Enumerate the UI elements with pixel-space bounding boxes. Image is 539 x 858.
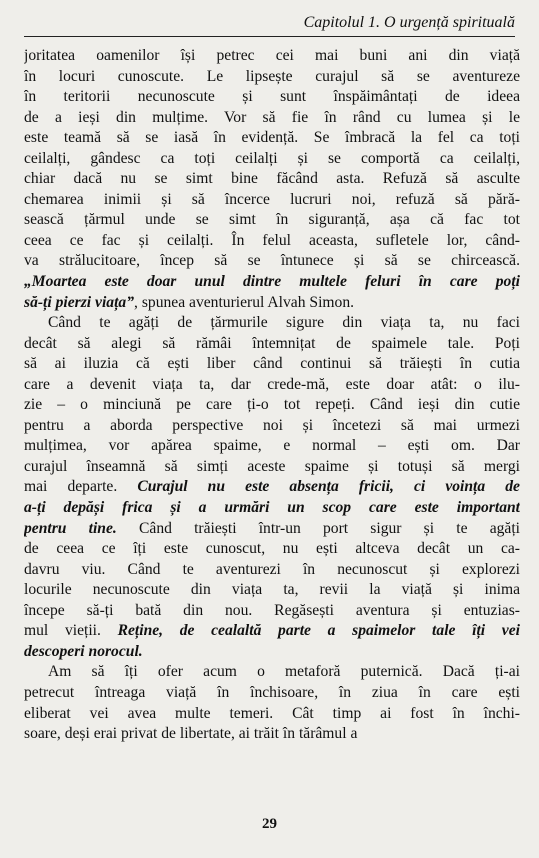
text-line	[24, 580, 520, 601]
text-line	[24, 395, 520, 416]
text-line	[24, 498, 520, 519]
text-line	[24, 683, 520, 704]
text-line	[24, 662, 520, 683]
line-text: Când trăiești într-un port sigur și te agăți	[116, 519, 520, 537]
line-text: joritatea oamenilor își petrec cei mai buni ani din viață	[24, 47, 520, 64]
line-text: de a ieși din mulțime. Vor să fie în rând cu lumea și le	[24, 108, 520, 126]
text-line	[24, 560, 520, 581]
line-text: ceilalți, gândesc ca toți ceilalți și se comportă ca ceilalți,	[24, 149, 520, 167]
text-line	[24, 46, 520, 67]
text-line	[24, 642, 520, 663]
line-text: eliberat vei avea multe temeri. Cât timp ai fost în închi-	[24, 704, 520, 722]
text-line	[24, 210, 520, 231]
line-text: zie – o minciună pe care ți-o tot repeți. Când ieși din cutie	[24, 396, 520, 414]
line-text: chiar dacă nu se simt bine făcând asta. Refuză să asculte	[24, 170, 520, 188]
page-header	[24, 12, 515, 37]
line-text: petrecut întreaga viață în închisoare, în ziua în care ești	[24, 683, 520, 701]
text-line	[24, 354, 520, 375]
line-text: decât să alegi să rămâi întemnițat de spaimele tale. Poți	[24, 334, 520, 352]
line-text: soare, deși erai privat de libertate, ai trăit în tărâmul a	[24, 725, 358, 743]
line-text: este teamă să se iasă în evidență. Se îmbracă la fel ca toți	[24, 129, 520, 147]
emphasis-text: descoperi norocul.	[24, 642, 143, 660]
line-text: în locuri cunoscute. Le lipsește curajul să se aventureze	[24, 67, 520, 85]
line-text: , spunea aventurierul Alvah Simon.	[134, 293, 355, 311]
line-text: să ai iluzia că ești liber când continui să trăiești în cutia	[24, 355, 520, 373]
line-text: Când te agăți de țărmurile sigure din viața ta, nu faci	[48, 314, 520, 332]
text-line	[24, 87, 520, 108]
line-text: mai departe.	[24, 478, 138, 496]
text-line	[24, 457, 520, 478]
emphasis-text: Curajul nu este absența fricii, ci voința de	[137, 478, 520, 496]
text-line	[24, 334, 520, 355]
line-text: davru viu. Când te aventurezi în necunoscut și explorezi	[24, 560, 520, 578]
emphasis-text: să-ți pierzi viața”	[24, 293, 135, 311]
text-line	[24, 539, 520, 560]
text-line	[24, 149, 520, 170]
running-head: Capitolul 1. O urgență spirituală	[303, 14, 515, 31]
text-line	[24, 724, 520, 745]
line-text: mul vieții.	[24, 622, 118, 640]
line-text: în teritorii necunoscute și sunt înspăimântați de ideea	[24, 88, 520, 106]
line-text: pentru a aborda perspective noi și încetezi să mai urmezi	[24, 416, 520, 434]
text-line	[24, 251, 520, 272]
line-text: mulțimea, vor apărea spaime, e normal – ești om. Dar	[24, 437, 520, 455]
text-line	[24, 477, 520, 498]
text-line	[24, 375, 520, 396]
text-line	[24, 128, 520, 149]
emphasis-text: „Moartea este doar unul dintre multele feluri în care poți	[24, 273, 520, 291]
line-text: curajul înseamnă să simți aceste spaime și totuși să mergi	[24, 457, 520, 475]
text-line	[24, 190, 520, 211]
line-text: va strălucitoare, încep să se întunece și să se chircească.	[24, 252, 520, 270]
text-line	[24, 704, 520, 725]
text-line	[24, 231, 520, 252]
text-line	[24, 293, 520, 314]
text-line	[24, 67, 520, 88]
text-line	[24, 436, 520, 457]
emphasis-text: Reține, de cealaltă parte a spaimelor tale îți vei	[117, 622, 520, 640]
text-line	[24, 621, 520, 642]
emphasis-text: a-ți depăși frica și a urmări un scop care este important	[24, 499, 520, 517]
line-text: sească țărmul unde se simt în siguranță, așa că fac tot	[24, 211, 520, 229]
text-line	[24, 272, 520, 293]
line-text: de ceea ce îți este cunoscut, nu ești altceva decât un ca-	[24, 540, 520, 558]
emphasis-text: pentru tine.	[24, 519, 117, 537]
line-text: ceea ce fac și ceilalți. În felul aceasta, sufletele lor, când-	[24, 231, 520, 249]
text-line	[24, 108, 520, 129]
line-text: locurile necunoscute din viața ta, revii la viață și inima	[24, 581, 520, 599]
text-line	[24, 416, 520, 437]
line-text: care a devenit viața ta, dar crede-mă, este doar atât: o ilu-	[24, 375, 520, 393]
text-line	[24, 313, 520, 334]
text-line	[24, 169, 520, 190]
text-line	[24, 519, 520, 540]
text-line	[24, 601, 520, 622]
body-text	[24, 46, 520, 745]
line-text: Am să îți ofer acum o metaforă puternică. Dacă ți-ai	[48, 663, 520, 681]
line-text: începe să-ți bată din nou. Regăsești aventura și entuzias-	[24, 601, 520, 619]
line-text: chemarea inimii și să încerce lucruri noi, refuză să pără-	[24, 190, 520, 208]
page-number: 29	[262, 816, 277, 832]
